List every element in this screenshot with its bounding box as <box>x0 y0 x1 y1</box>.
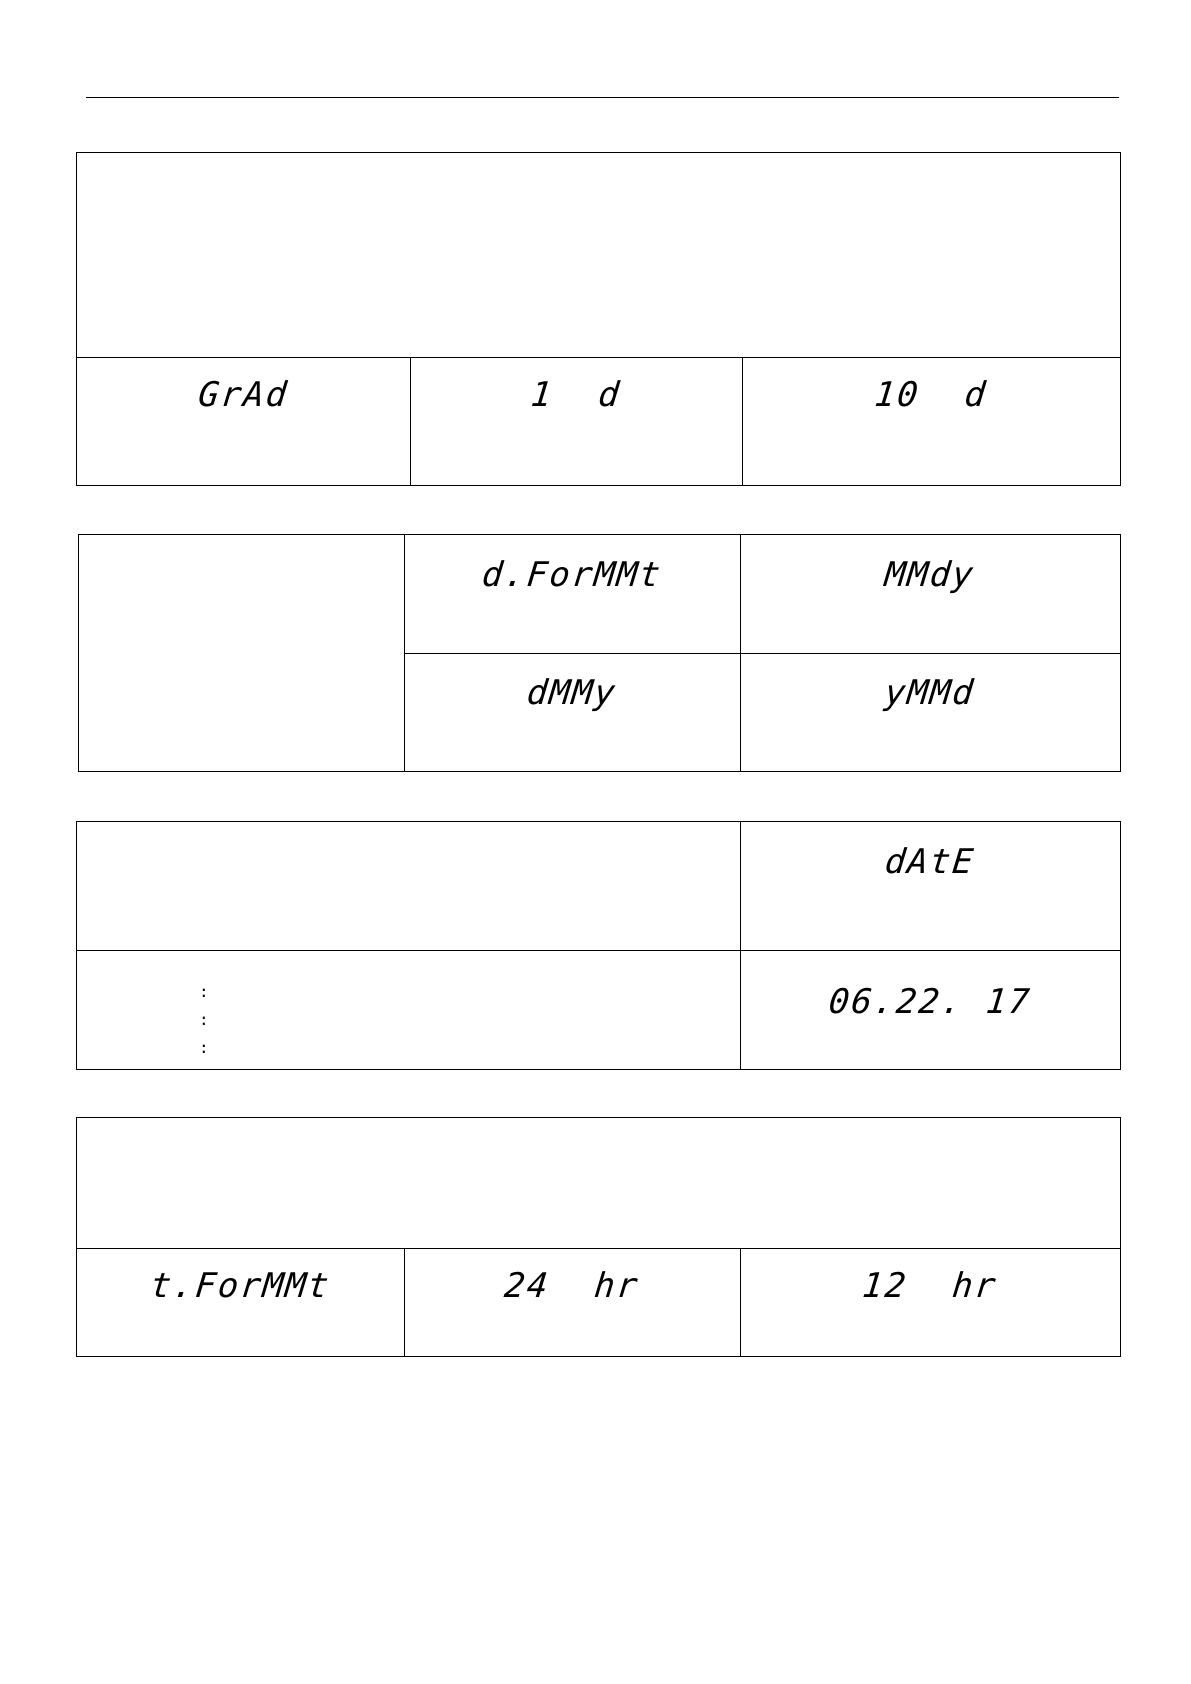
date-format-option-ymmd: yMMd <box>882 673 978 713</box>
date-display-code: dAtE <box>882 842 978 882</box>
date-colon-2: : <box>199 1010 209 1029</box>
time-format-row-divider <box>77 1248 1120 1249</box>
date-colon-1: : <box>199 982 209 1001</box>
date-format-option-mmdy: MMdy <box>882 555 978 595</box>
grad-table-row-divider <box>77 357 1120 358</box>
time-format-table <box>76 1117 1121 1357</box>
date-colon-3: : <box>199 1038 209 1057</box>
date-format-option-dmmy: dMMy <box>524 673 620 713</box>
grad-table <box>76 152 1121 486</box>
grad-option-1d: 1 d <box>528 375 624 415</box>
date-example-value: 06.22. 17 <box>826 982 1034 1022</box>
header-rule <box>86 97 1119 98</box>
time-format-display-code: t.ForMMt <box>148 1266 333 1306</box>
grad-option-10d: 10 d <box>872 375 990 415</box>
time-format-option-12hr: 12 hr <box>860 1266 1000 1306</box>
date-table-row-divider <box>77 950 1120 951</box>
date-format-row-divider <box>404 653 1120 654</box>
date-format-display-code: d.ForMMt <box>480 555 664 595</box>
time-format-option-24hr: 24 hr <box>502 1266 642 1306</box>
date-table <box>76 821 1121 1070</box>
grad-display-code: GrAd <box>196 375 291 415</box>
date-format-table <box>78 534 1121 772</box>
